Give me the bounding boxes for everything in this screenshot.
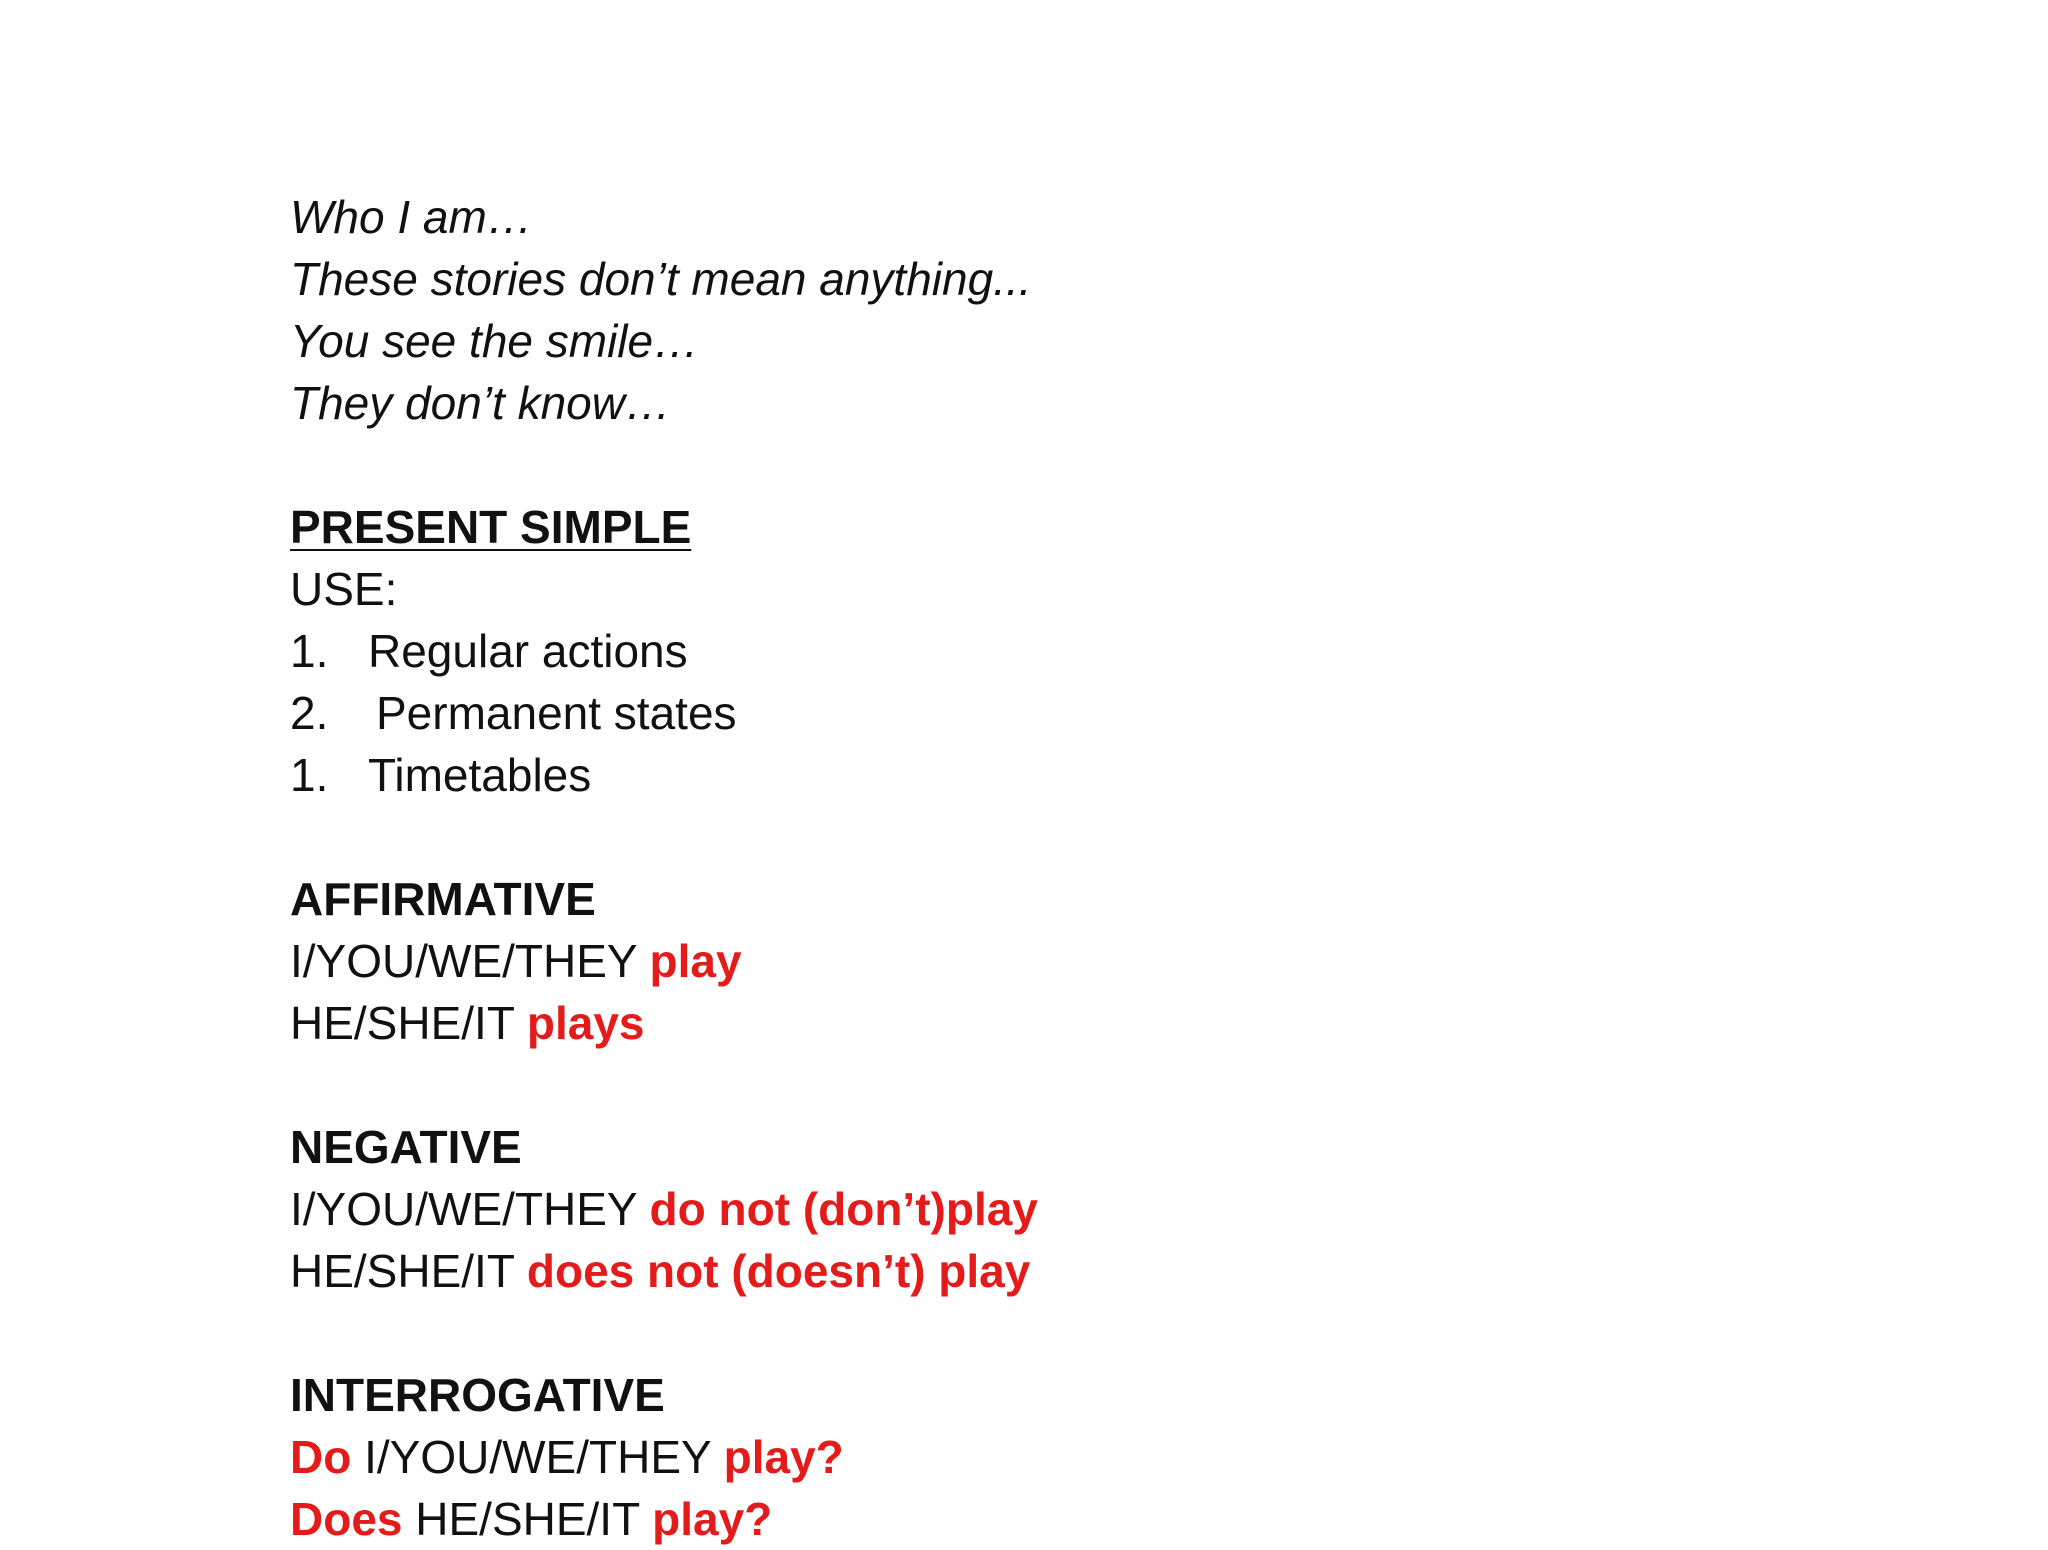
- interrogative-row: [290, 1426, 1038, 1488]
- auxiliary-text: Does: [290, 1493, 403, 1545]
- verb-text: do not (don’t)play: [649, 1183, 1038, 1235]
- quote-line: You see the smile…: [290, 315, 700, 367]
- use-item-text: Regular actions: [368, 625, 688, 677]
- slide-content: [290, 186, 1038, 1550]
- affirmative-row: [290, 930, 1038, 992]
- verb-text: play?: [723, 1431, 844, 1483]
- verb-text: plays: [526, 997, 645, 1049]
- subject-text: I/YOU/WE/THEY: [290, 935, 650, 987]
- auxiliary-text: Do: [290, 1431, 352, 1483]
- spacer: [290, 1302, 1038, 1364]
- use-item: [290, 744, 1038, 806]
- quote-line: These stories don’t mean anything...: [290, 253, 1032, 305]
- verb-text: play: [649, 935, 742, 987]
- negative-row: [290, 1178, 1038, 1240]
- quote-line: They don’t know…: [290, 377, 671, 429]
- subject-text: I/YOU/WE/THEY: [351, 1431, 724, 1483]
- affirmative-heading: AFFIRMATIVE: [290, 873, 596, 925]
- negative-row: [290, 1240, 1038, 1302]
- use-label: USE:: [290, 563, 398, 615]
- present-simple-heading: [290, 496, 1038, 558]
- subject-text: HE/SHE/IT: [402, 1493, 653, 1545]
- verb-text: play?: [652, 1493, 773, 1545]
- spacer: [290, 806, 1038, 868]
- subject-text: I/YOU/WE/THEY: [290, 1183, 650, 1235]
- use-item: [290, 682, 1038, 744]
- subject-text: HE/SHE/IT: [290, 1245, 527, 1297]
- use-item-text: Timetables: [368, 749, 592, 801]
- use-item-number: 1.: [290, 625, 329, 677]
- subject-text: HE/SHE/IT: [290, 997, 527, 1049]
- use-item: [290, 620, 1038, 682]
- interrogative-row: [290, 1488, 1038, 1550]
- negative-heading: NEGATIVE: [290, 1121, 522, 1173]
- spacer: [290, 434, 1038, 496]
- use-item-number: 2.: [290, 687, 329, 739]
- quote-line: Who I am…: [290, 191, 533, 243]
- interrogative-heading: INTERROGATIVE: [290, 1369, 665, 1421]
- use-item-text: Permanent states: [376, 687, 737, 739]
- present-simple-title: PRESENT SIMPLE: [290, 501, 692, 553]
- affirmative-row: [290, 992, 1038, 1054]
- spacer: [290, 1054, 1038, 1116]
- use-item-number: 1.: [290, 749, 329, 801]
- verb-text: does not (doesn’t) play: [526, 1245, 1031, 1297]
